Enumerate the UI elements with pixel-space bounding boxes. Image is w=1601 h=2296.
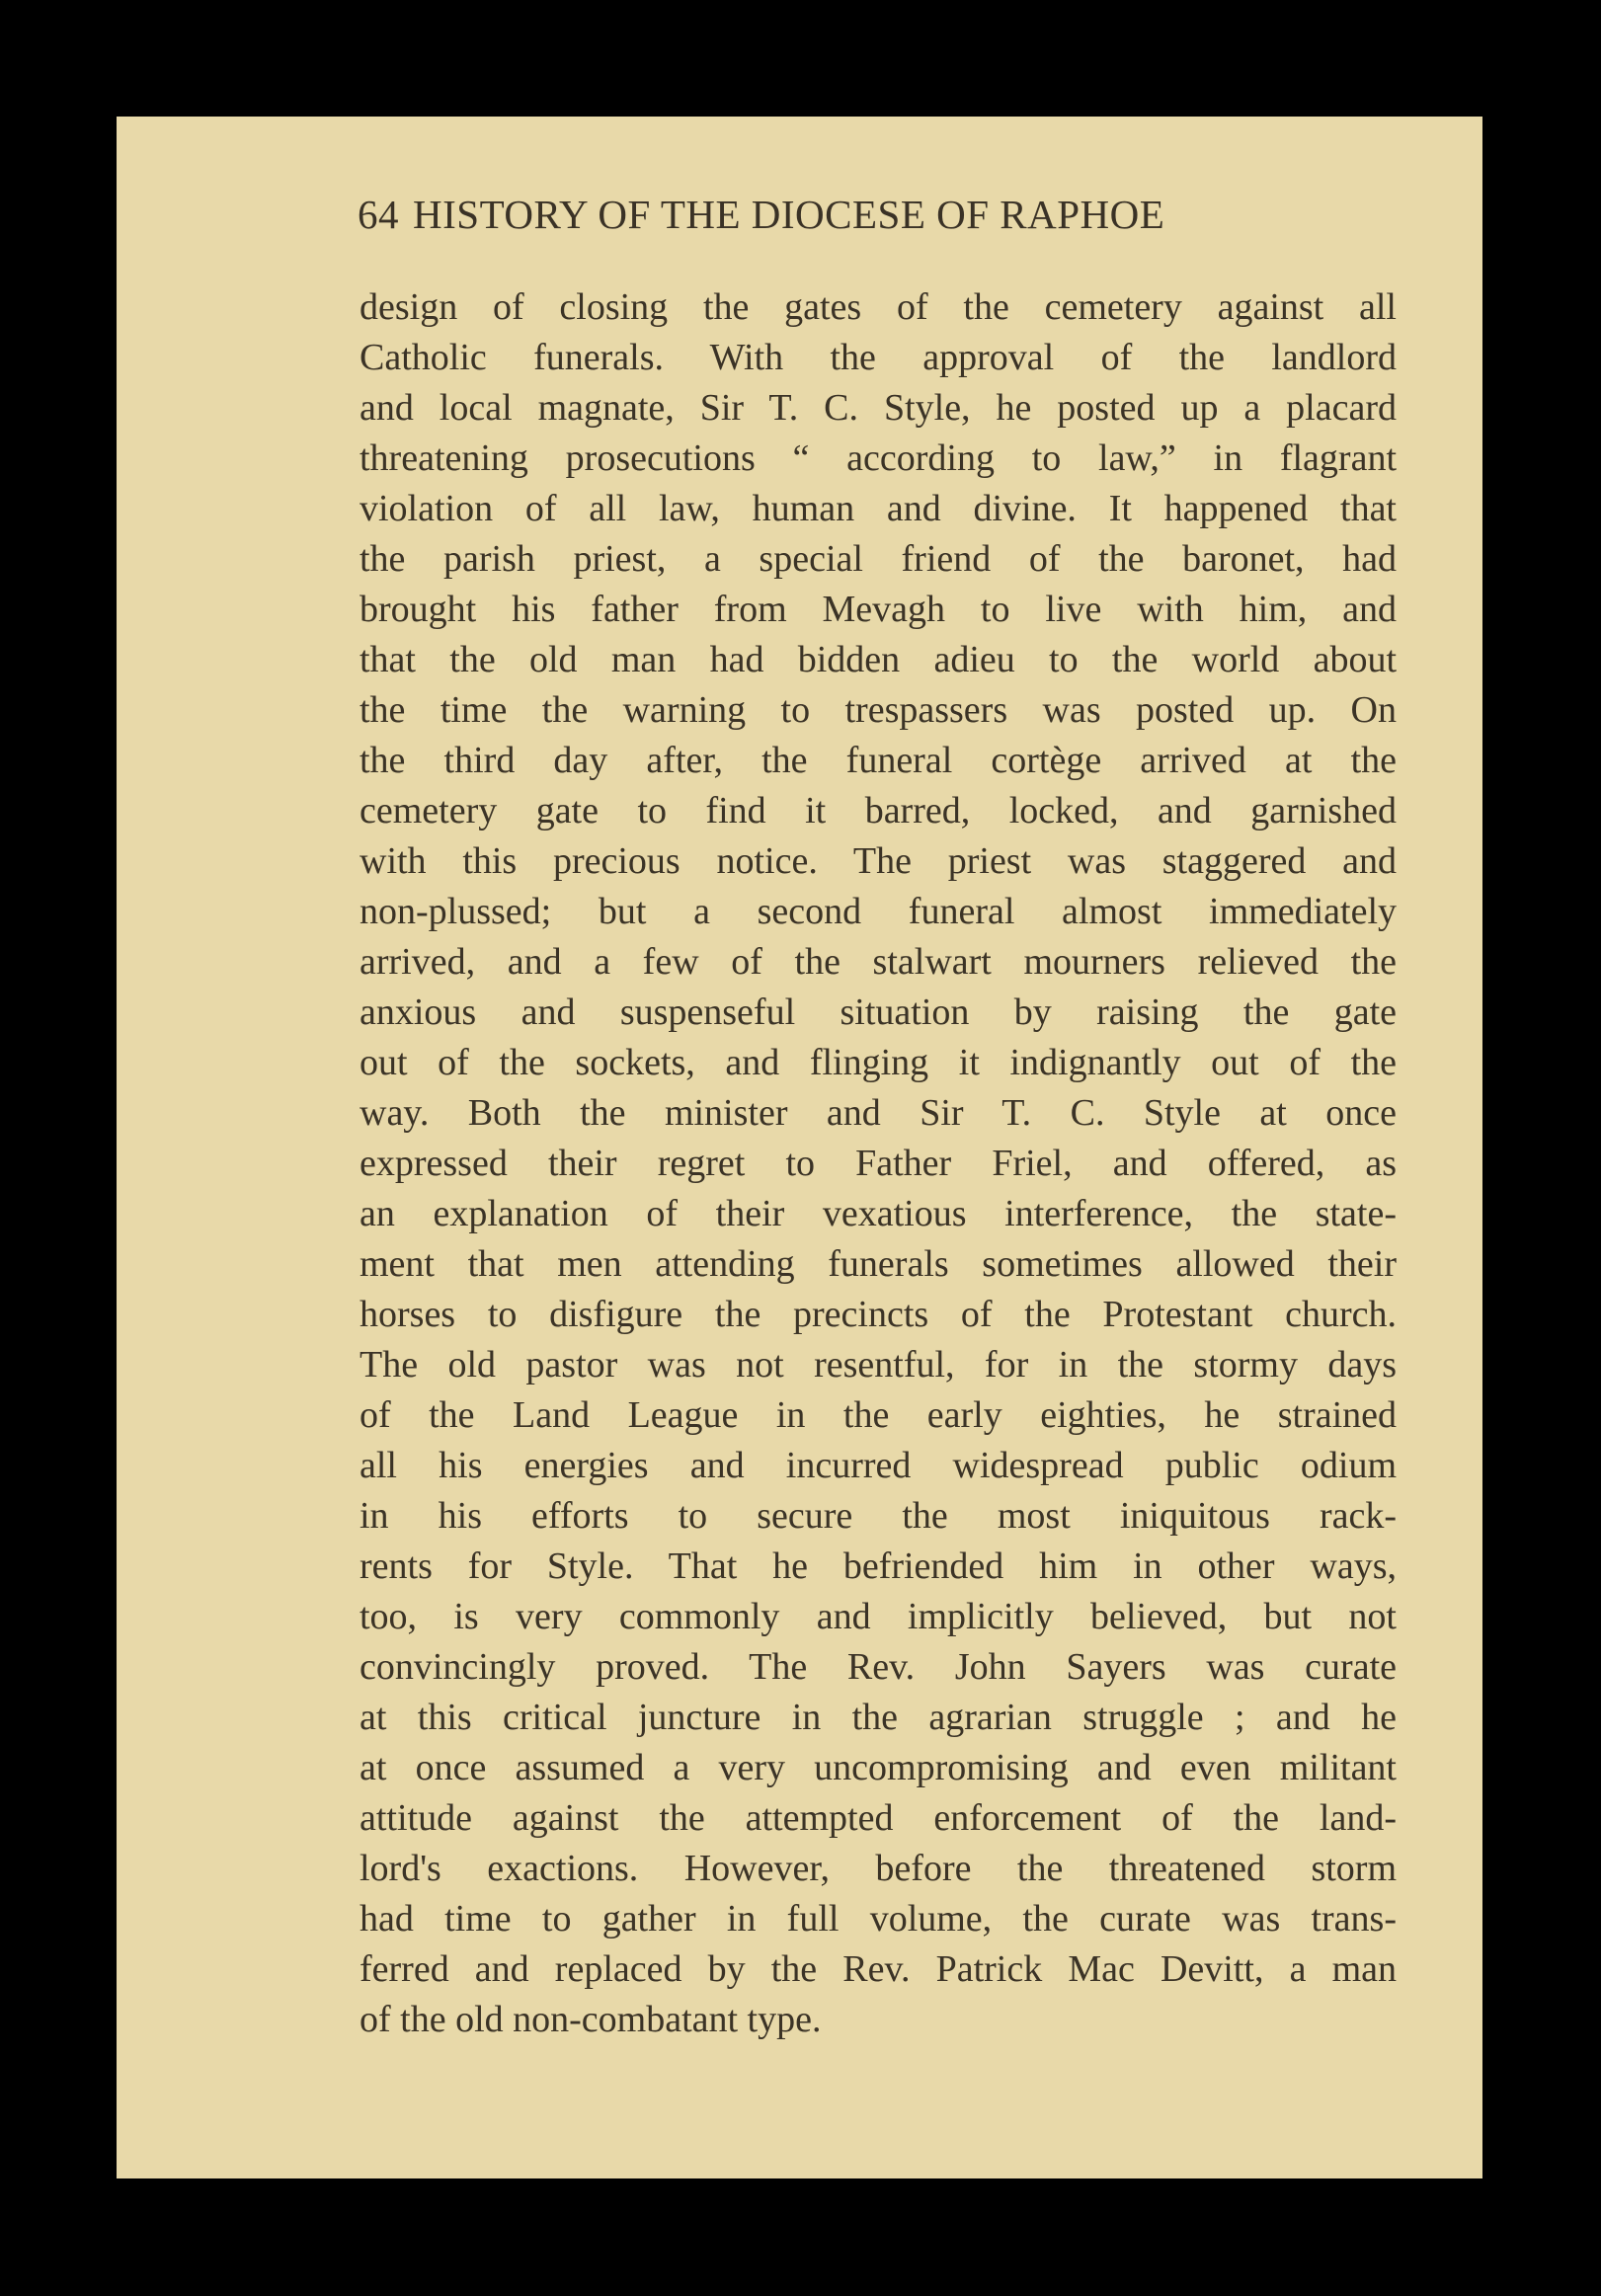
- text-line: too, is very commonly and implicitly believed, but not: [360, 1596, 1397, 1637]
- text-line: attitude against the attempted enforcement of the land-: [360, 1797, 1397, 1839]
- text-line: an explanation of their vexatious interference, the state-: [360, 1193, 1397, 1234]
- text-line: at once assumed a very uncompromising and even militant: [360, 1747, 1397, 1788]
- text-line: that the old man had bidden adieu to the world about: [360, 639, 1397, 680]
- running-header: [358, 191, 1444, 238]
- text-line: The old pastor was not resentful, for in the stormy days: [360, 1344, 1397, 1386]
- text-line: ferred and replaced by the Rev. Patrick Mac Devitt, a man: [360, 1948, 1397, 1990]
- text-line: out of the sockets, and flinging it indignantly out of the: [360, 1042, 1397, 1083]
- text-line: arrived, and a few of the stalwart mourners relieved the: [360, 941, 1397, 983]
- body-text: [360, 282, 1397, 2045]
- text-line: of the Land League in the early eighties, he strained: [360, 1394, 1397, 1436]
- text-line: brought his father from Mevagh to live with him, and: [360, 589, 1397, 630]
- text-line: violation of all law, human and divine. It happened that: [360, 488, 1397, 529]
- text-line: the third day after, the funeral cortège arrived at the: [360, 740, 1397, 781]
- text-line: all his energies and incurred widespread public odium: [360, 1445, 1397, 1486]
- text-line: non-plussed; but a second funeral almost immediately: [360, 891, 1397, 932]
- text-line: the parish priest, a special friend of the baronet, had: [360, 538, 1397, 580]
- text-line: cemetery gate to find it barred, locked, and garnished: [360, 790, 1397, 831]
- text-line: threatening prosecutions “ according to law,” in flagrant: [360, 437, 1397, 479]
- text-line: way. Both the minister and Sir T. C. Style at once: [360, 1092, 1397, 1134]
- text-line: ment that men attending funerals sometimes allowed their: [360, 1243, 1397, 1285]
- text-line: expressed their regret to Father Friel, and offered, as: [360, 1143, 1397, 1184]
- text-line: the time the warning to trespassers was posted up. On: [360, 689, 1397, 731]
- text-line: rents for Style. That he befriended him in other ways,: [360, 1545, 1397, 1587]
- page-number: 64: [358, 192, 399, 237]
- text-line: at this critical juncture in the agrarian struggle ; and he: [360, 1697, 1397, 1738]
- text-line: in his efforts to secure the most iniquitous rack-: [360, 1495, 1397, 1537]
- running-title: HISTORY OF THE DIOCESE OF RAPHOE: [413, 192, 1165, 237]
- text-line: convincingly proved. The Rev. John Sayers was curate: [360, 1646, 1397, 1688]
- text-line: lord's exactions. However, before the threatened storm: [360, 1848, 1397, 1889]
- book-page: [117, 117, 1482, 2178]
- text-line: design of closing the gates of the cemetery against all: [360, 286, 1397, 328]
- text-line: horses to disfigure the precincts of the Protestant church.: [360, 1294, 1397, 1335]
- text-line: Catholic funerals. With the approval of the landlord: [360, 337, 1397, 378]
- text-line: of the old non-combatant type.: [360, 1999, 822, 2040]
- text-line: and local magnate, Sir T. C. Style, he posted up a placard: [360, 387, 1397, 429]
- text-line: anxious and suspenseful situation by raising the gate: [360, 991, 1397, 1033]
- text-line: had time to gather in full volume, the curate was trans-: [360, 1898, 1397, 1940]
- text-line: with this precious notice. The priest was staggered and: [360, 840, 1397, 882]
